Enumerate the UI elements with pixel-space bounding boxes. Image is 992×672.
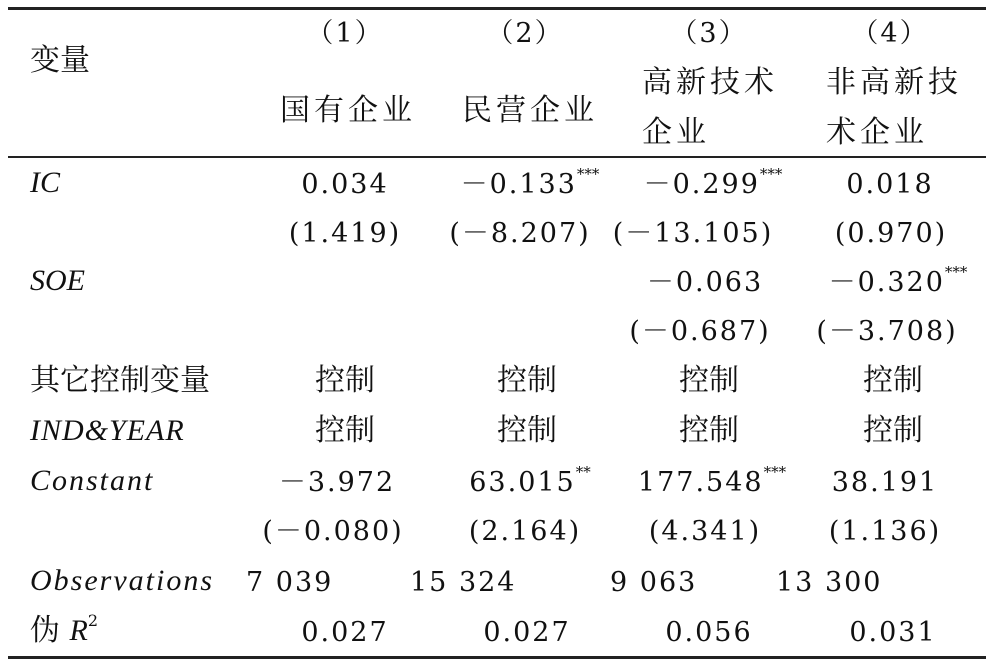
cell-r2-1: 0.027 <box>301 617 389 648</box>
row-label-constant: Constant <box>30 464 155 497</box>
cell-const-t-4: (1.136) <box>828 516 942 547</box>
col-1-name: 国有企业 <box>280 93 416 128</box>
row-label-pseudo-r2: 伪 $R^2$ <box>30 611 99 648</box>
cell-soe-t-3: (－0.687) <box>629 316 771 347</box>
cell-ic-t-4: (0.970) <box>834 218 948 249</box>
cell-const-1: －3.972 <box>278 467 396 498</box>
cell-ic-t-1: (1.419) <box>288 218 402 249</box>
cell-r2-2: 0.027 <box>483 617 571 648</box>
cell-obs-4: 13 300 <box>776 567 883 598</box>
col-1-number: （1） <box>306 18 384 49</box>
col-3-name-line2: 企业 <box>642 115 710 150</box>
cell-soe-3: －0.063 <box>646 267 764 298</box>
cell-const-t-2: (2.164) <box>468 516 582 547</box>
cell-ic-4: 0.018 <box>846 169 934 200</box>
cell-r2-3: 0.056 <box>665 617 753 648</box>
header-rule <box>8 156 986 158</box>
cell-controls-3: 控制 <box>679 363 739 398</box>
cell-soe-4: －0.320*** <box>828 263 968 298</box>
col-4-number: （4） <box>851 18 929 49</box>
cell-obs-2: 15 324 <box>410 567 517 598</box>
cell-ic-2: －0.133*** <box>460 165 600 200</box>
cell-ic-1: 0.034 <box>301 169 389 200</box>
cell-ic-t-2: (－8.207) <box>449 218 591 249</box>
row-label-soe: SOE <box>30 264 85 297</box>
top-rule <box>8 7 986 10</box>
row-label-ind-year: IND&YEAR <box>30 414 185 447</box>
cell-indyear-4: 控制 <box>863 413 923 448</box>
cell-const-4: 38.191 <box>831 467 939 498</box>
cell-r2-4: 0.031 <box>849 617 937 648</box>
row-label-observations: Observations <box>30 564 214 597</box>
cell-controls-4: 控制 <box>863 363 923 398</box>
col-3-number: （3） <box>670 18 748 49</box>
cell-const-t-1: (－0.080) <box>262 516 404 547</box>
cell-const-2: 63.015** <box>469 463 591 498</box>
col-4-name-line1: 非高新技 <box>826 65 962 100</box>
cell-ic-t-3: (－13.105) <box>612 218 774 249</box>
cell-const-3: 177.548*** <box>637 463 787 498</box>
col-2-name: 民营企业 <box>462 93 598 128</box>
col-4-name-line2: 术企业 <box>826 115 928 150</box>
cell-indyear-1: 控制 <box>315 413 375 448</box>
cell-controls-1: 控制 <box>315 363 375 398</box>
header-variable-label: 变量 <box>30 43 90 78</box>
col-2-number: （2） <box>486 18 564 49</box>
row-label-controls: 其它控制变量 <box>30 363 210 398</box>
cell-obs-3: 9 063 <box>610 567 698 598</box>
cell-indyear-3: 控制 <box>679 413 739 448</box>
cell-indyear-2: 控制 <box>497 413 557 448</box>
cell-obs-1: 7 039 <box>246 567 334 598</box>
cell-const-t-3: (4.341) <box>648 516 762 547</box>
cell-soe-t-4: (－3.708) <box>816 316 958 347</box>
col-3-name-line1: 高新技术 <box>642 65 778 100</box>
bottom-rule <box>8 656 986 659</box>
row-label-ic: IC <box>30 166 60 199</box>
cell-controls-2: 控制 <box>497 363 557 398</box>
cell-ic-3: －0.299*** <box>643 165 783 200</box>
